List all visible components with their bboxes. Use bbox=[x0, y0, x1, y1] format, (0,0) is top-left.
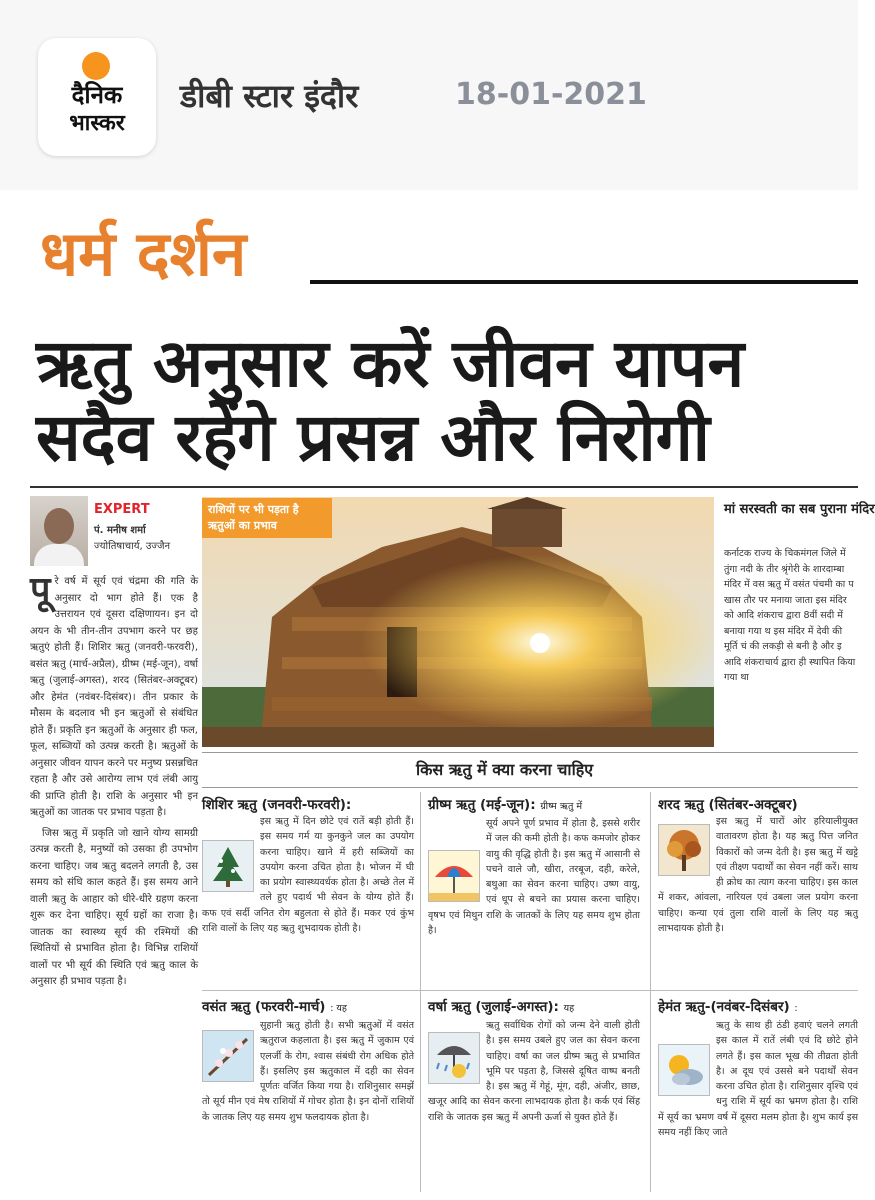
row-divider bbox=[202, 990, 858, 991]
column-divider bbox=[420, 792, 421, 1192]
expert-tag: EXPERT bbox=[94, 502, 150, 517]
season-title bbox=[428, 998, 640, 1018]
expert-face bbox=[44, 508, 74, 544]
season-intro: यह bbox=[563, 1003, 575, 1014]
headline-line2: सदैव रहेंगे प्रसन्न और निरोगी bbox=[36, 399, 710, 476]
season-title-text: वसंत ऋतु (फरवरी-मार्च) bbox=[202, 999, 326, 1015]
season-body bbox=[202, 1018, 414, 1125]
season-text: ऋतु के साथ ही ठंडी हवाएं चलने लगती इस काल में रातें लंबी एवं दि छोटे होने लगते हैं। इस काल भूख की तीव्रता होती है। अ दूध एवं उससे बने पदार्थों सेवन करना उचित होता है। राशिनुसार वृश्चि एवं धनु राशि में सूर्य का भ्रमण होता है। राशि में सूर्य का भ्रमण वर्ष में दूसरा मलम होता है। शुभ कार्य इस समय नहीं किए जाते bbox=[658, 1020, 858, 1139]
season-text: सुहानी ऋतु होती है। सभी ऋतुओं में वसंत ऋतुराज कहलाता है। इस ऋतु में जुकाम एवं एलर्जी के रोग, श्वास संबंधी रोग अधिक होते हैं। इसलिए इस ऋतुकाल में दही का सेवन पूर्णतः वर्जित किया गया है। राशिनुसार समझें तो सूर्य मीन एवं मेष राशियों में गोचर होता है। इन दोनों राशियों के जातक लिए यह समय शुभ फलदायक होता है। bbox=[202, 1020, 414, 1123]
season-intro: : bbox=[794, 1003, 798, 1014]
season-text: ऋतु सर्वाधिक रोगों को जन्म देने वाली होती है। इस समय उबले हुए जल का सेवन करना चाहिए। वर्षा का जल ग्रीष्म ऋतु से प्रभावित भूमि पर पड़ता है, जिससे दूषित वाष्प बनती है। इस ऋतु में गेहूं, मूंग, दही, अंजीर, छाछ, खजूर आदि का सेवन करना लाभदायक होता है। कर्क एवं सिंह राशि के जातक इस ऋतु में अपनी ऊर्जा से युक्त होते हैं। bbox=[428, 1020, 640, 1123]
dropcap: पू bbox=[30, 570, 51, 611]
paragraph-text: रे वर्ष में सूर्य एवं चंद्रमा की गति के अनुसार दो भाग होते हैं। एक है उत्तरायन एवं दूसरा दक्षिणायन। इन दो अयन के भी तीन-तीन उपभाग करने पर छह ऋतुएं होती हैं। शिशिर ऋतु (जनवरी-फरवरी), बसंत ऋतु (मार्च-अप्रैल), ग्रीष्म (मई-जून), वर्षा ऋतु (जुलाई-अगस्त), शरद (सितंबर-अक्टूबर) और हेमंत (नवंबर-दिसंबर)। तीन प्रकार के मौसम के बदलाव भी इन ऋतुओं से संबंधित होते हैं। प्रकृति इन ऋतुओं के अनुसार ही फल, फूल, सब्जियों को उत्पन्न करती है। ऋतुओं के अनुसार जीवन यापन करने पर मनुष्य प्रसन्नचित रहता है और उसे आरोग्य लाभ एवं लंबी आयु की प्राप्ति होती है। राशि के अनुसार भी इन ऋतुओं का जातक पर प्रभाव पड़ता है। bbox=[30, 576, 198, 818]
season-vasant bbox=[202, 998, 414, 1182]
section-title: किस ऋतु में क्या करना चाहिए bbox=[416, 760, 594, 779]
season-body bbox=[428, 1018, 640, 1125]
article-paragraph bbox=[30, 570, 198, 822]
column-divider bbox=[650, 792, 651, 1192]
section-kicker: धर्म दर्शन bbox=[40, 217, 247, 290]
expert-name: पं. मनीष शर्मा bbox=[94, 525, 146, 536]
season-shishir bbox=[202, 796, 414, 980]
season-text: इस ऋतु में चारों ओर हरियालीयुक्त वातावरण होता है। यह ऋतु पित्त जनित विकारों को जन्म देती है। इस ऋतु में खट्टे एवं तीक्ष्ण पदार्थों का सेवन नहीं करें। साथ ही क्रोध का त्याग करना चाहिए। इस काल में शकर, आंवला, नारियल एवं उबला जल प्रयोग करना चाहिए। कन्या एवं तुला राशि वालों के लिए यह ऋतु लाभदायक होती है। bbox=[658, 816, 858, 935]
divider bbox=[30, 486, 858, 488]
expert-role: ज्योतिषाचार्य, उज्जैन bbox=[94, 541, 171, 552]
rain-umbrella-icon bbox=[428, 1032, 480, 1084]
season-intro: : यह bbox=[330, 1003, 347, 1014]
season-title bbox=[202, 998, 414, 1018]
sidebar-title: मां सरस्वती का सब पुराना मंदिर bbox=[724, 502, 875, 517]
article-body bbox=[30, 570, 198, 995]
season-title-text: हेमंत ऋतु-(नवंबर-दिसंबर) bbox=[658, 999, 790, 1015]
app-header bbox=[0, 0, 858, 190]
season-hemant bbox=[658, 998, 858, 1182]
season-title bbox=[202, 796, 414, 814]
season-body bbox=[202, 814, 414, 936]
sun-cloud-icon bbox=[658, 1044, 710, 1096]
publication-date: 18-01-2021 bbox=[455, 77, 647, 112]
headline-line1: ऋतु अनुसार करें जीवन यापन bbox=[36, 325, 745, 402]
snow-tree-icon bbox=[202, 840, 254, 892]
season-text: सूर्य अपने पूर्ण प्रभाव में होता है, इससे शरीर में जल की कमी होती है। कफ कमजोर होकर वायु की वृद्धि होती है। इस ऋतु में आसानी से पचने वाले जौ, खीरा, तरबूज, दही, करेले, बथुआ का सेवन करना चाहिए। उष्ण वायु, एवं धूप से बचने का प्रयास करना चाहिए। वृषभ एवं मिथुन राशि के जातकों के लिए यह समय शुभ होता है। bbox=[428, 818, 640, 937]
season-title-text: ग्रीष्म ऋतु (मई-जून): bbox=[428, 797, 536, 813]
season-title-text: शरद ऋतु (सितंबर-अक्टूबर) bbox=[658, 797, 798, 813]
publication-name: डीबी स्टार इंदौर bbox=[180, 77, 359, 115]
season-title bbox=[658, 998, 858, 1018]
season-title bbox=[428, 796, 640, 816]
season-text: इस ऋतु में दिन छोटे एवं रातें बड़ी होती हैं। इस समय गर्म या कुनकुने जल का उपयोग करना चाहिए। खाने में हरी सब्जियों का उपयोग करना उचित होता है। भोजन में घी का प्रयोग स्वास्थ्यवर्धक होता है। अच्छे तेल में तले हुए पदार्थ भी सेवन के योग्य होते हैं। कफ एवं सर्दी जनित रोग बहुलता से होते हैं। मकर एवं कुंभ राशि वालों के लिए यह ऋतु शुभदायक होती है। bbox=[202, 816, 414, 935]
season-intro: ग्रीष्म ऋतु में bbox=[540, 801, 583, 812]
autumn-tree-icon bbox=[658, 824, 710, 876]
season-body bbox=[658, 1018, 858, 1140]
logo-line1: दैनिक bbox=[71, 81, 123, 109]
sidebar-text: कर्नाटक राज्य के चिकमंगल जिले में तुंगा नदी के तीर श्रृंगेरी के शारदाम्बा मंदिर में वस ऋतु में वसंत पंचमी का प खास तौर पर मनाया जाता इस मंदिर को आदि शंकराच द्वारा 8वीं सदी में बनाया गया थ इस मंदिर में देवी की मूर्ति चं की लकड़ी से बनी है और इ आदि शंकराचार्य द्वारा ही स्थापित किया गया था bbox=[724, 548, 856, 683]
season-title bbox=[658, 796, 858, 814]
beach-umbrella-icon bbox=[428, 850, 480, 902]
article-paragraph: जिस ऋतु में प्रकृति जो खाने योग्य सामग्री उत्पन्न करती है, मनुष्यों को उसका ही उपभोग करना चाहिए। जब ऋतु बदलने लगती है, उस समय को संधि काल कहते हैं। इस समय आने वाली ऋतु के आहार को धीरे-धीरे ग्रहण करना शुरू कर देना चाहिए। सूर्य ग्रहों का राजा है। जातक का स्वास्थ्य सूर्य की रश्मियों की स्थितियों से प्रभावित होता है। विभिन्न राशियों वालों पर भी सूर्य की स्थिति एवं ऋतु काल के अनुसार ही प्रभाव पड़ता है। bbox=[30, 827, 198, 987]
season-body bbox=[428, 816, 640, 938]
season-sharad bbox=[658, 796, 858, 980]
sun-icon bbox=[82, 52, 110, 80]
photo-caption: राशियों पर भी पड़ता है ऋतुओं का प्रभाव bbox=[202, 498, 332, 538]
season-varsha bbox=[428, 998, 640, 1182]
expert-photo bbox=[30, 496, 88, 566]
season-title-text: शिशिर ऋतु (जनवरी-फरवरी): bbox=[202, 797, 352, 813]
expert-byline bbox=[30, 496, 178, 568]
blossom-branch-icon bbox=[202, 1030, 254, 1082]
expert-shirt bbox=[34, 544, 84, 566]
logo-line2: भास्कर bbox=[69, 111, 125, 136]
divider bbox=[310, 280, 858, 284]
season-title-text: वर्षा ऋतु (जुलाई-अगस्त): bbox=[428, 999, 559, 1015]
season-body bbox=[658, 814, 858, 936]
season-grishma bbox=[428, 796, 640, 980]
dainik-bhaskar-logo[interactable] bbox=[38, 38, 156, 156]
